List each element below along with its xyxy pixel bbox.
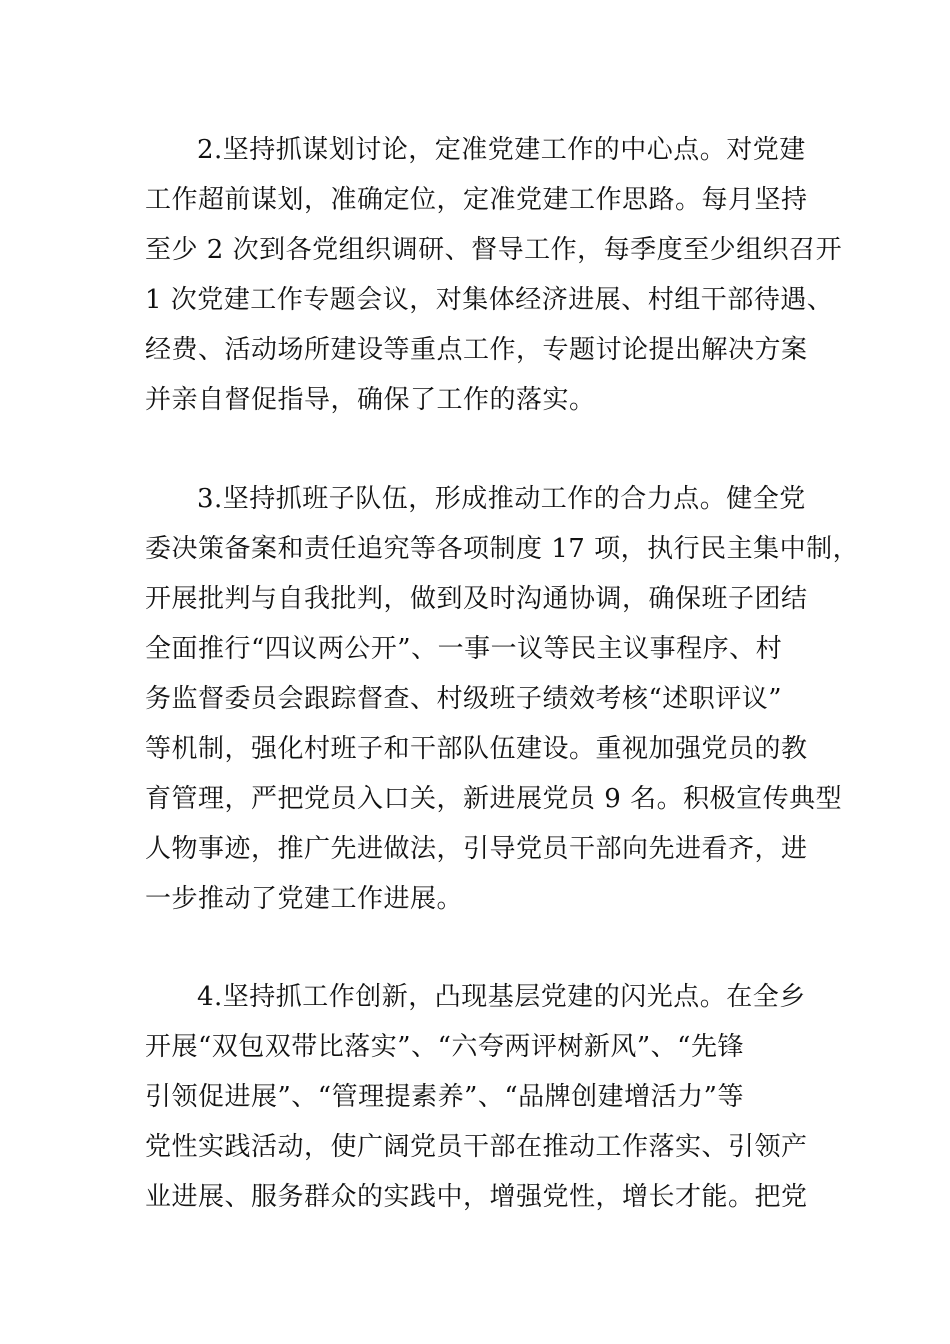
paragraph-line: 一步推动了党建工作进展。 bbox=[145, 884, 464, 914]
paragraph-line: 委决策备案和责任追究等各项制度 17 项，执行民主集中制， bbox=[145, 534, 860, 564]
paragraph-3 bbox=[145, 474, 860, 924]
paragraph-line: 并亲自督促指导，确保了工作的落实。 bbox=[145, 385, 596, 415]
paragraph-4 bbox=[145, 972, 825, 1222]
paragraph-line: 引领促进展”、“管理提素养”、“品牌创建增活力”等 bbox=[145, 1082, 744, 1112]
paragraph-line: 育管理，严把党员入口关，新进展党员 9 名。积极宣传典型 bbox=[145, 784, 843, 814]
paragraph-line: 3.坚持抓班子队伍，形成推动工作的合力点。健全党 bbox=[197, 484, 806, 514]
paragraph-line: 至少 2 次到各党组织调研、督导工作，每季度至少组织召开 bbox=[145, 235, 843, 265]
paragraph-line: 开展批判与自我批判，做到及时沟通协调，确保班子团结 bbox=[145, 584, 808, 614]
paragraph-line: 业进展、服务群众的实践中，增强党性，增长才能。把党 bbox=[145, 1182, 808, 1212]
paragraph-2 bbox=[145, 125, 843, 425]
paragraph-line: 党性实践活动，使广阔党员干部在推动工作落实、引领产 bbox=[145, 1132, 808, 1162]
paragraph-line: 务监督委员会跟踪督查、村级班子绩效考核“述职评议” bbox=[145, 684, 783, 714]
paragraph-line: 经费、活动场所建设等重点工作，专题讨论提出解决方案 bbox=[145, 335, 808, 365]
paragraph-line: 工作超前谋划，准确定位，定准党建工作思路。每月坚持 bbox=[145, 185, 808, 215]
paragraph-line: 全面推行“四议两公开”、一事一议等民主议事程序、村 bbox=[145, 634, 783, 664]
paragraph-line: 人物事迹，推广先进做法，引导党员干部向先进看齐，进 bbox=[145, 834, 808, 864]
paragraph-line: 1 次党建工作专题会议，对集体经济进展、村组干部待遇、 bbox=[145, 285, 834, 315]
paragraph-line: 4.坚持抓工作创新，凸现基层党建的闪光点。在全乡 bbox=[197, 982, 806, 1012]
paragraph-line: 开展“双包双带比落实”、“六夸两评树新风”、“先锋 bbox=[145, 1032, 744, 1062]
paragraph-line: 2.坚持抓谋划讨论，定准党建工作的中心点。对党建 bbox=[197, 135, 806, 165]
paragraph-line: 等机制，强化村班子和干部队伍建设。重视加强党员的教 bbox=[145, 734, 808, 764]
